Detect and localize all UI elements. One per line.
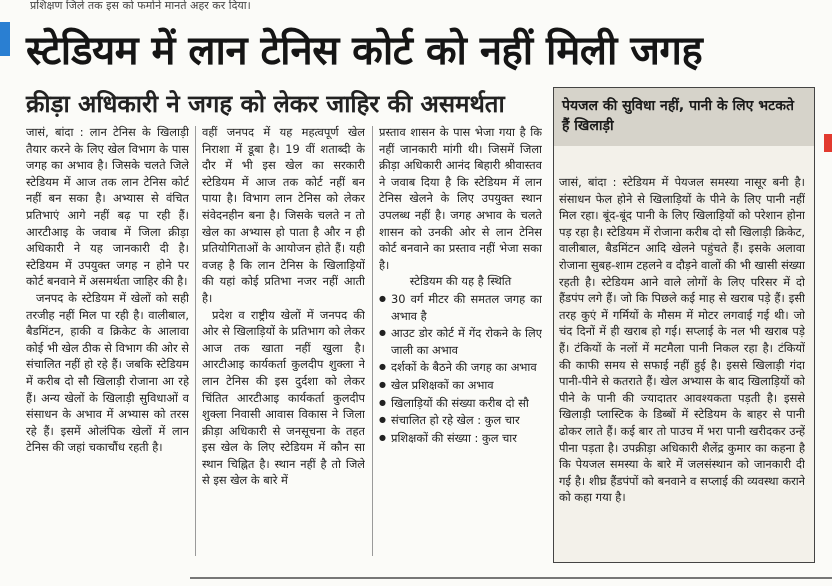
column-divider — [195, 126, 196, 556]
list-item: ● प्रशिक्षकों की संख्या : कुल चार — [379, 430, 542, 447]
paragraph: जासं, बांदा : लान टेनिस के खिलाड़ी तैयार करने के लिए खेल विभाग के पास जगह का अभाव है। जिसके चलते जिले स्टेडियम में आज तक लान टेनिस कोर्ट नहीं बन सका है। अभ्यास से वंचित प्रतिभाएं आगे नहीं बढ़ पा रही हैं। आरटीआइ के जवाब में जिला क्रीड़ा अधिकारी ने यह जानकारी दी है। स्टेडियम में उपयुक्त जगह न होने पर कोर्ट बनवाने में असमर्थता जाहिर की है। — [26, 125, 189, 289]
top-strip-label: प्रशिक्षण जिले तक इस को फर्माने मानते अहर कर दिया। — [30, 0, 251, 12]
list-item: ● खेल प्रशिक्षकों का अभाव — [379, 377, 542, 394]
top-strip-text — [0, 0, 832, 14]
list-item: ● दर्शकों के बैठने की जगह का अभाव — [379, 359, 542, 376]
sidebar-title: पेयजल की सुविधा नहीं, पानी के लिए भटकते हैं खिलाड़ी — [554, 88, 814, 146]
article-column-2 — [202, 124, 365, 562]
paragraph: वहीं जनपद में यह महत्वपूर्ण खेल निराशा में डूबा है। 19 वीं शताब्दी के दौर में भी इस खेल का सरकारी स्टेडियम में आज तक कोर्ट नहीं बन पाया है। विभाग लान टेनिस को लेकर संवेदनहीन बना है। जिसके चलते न तो खेल का अभ्यास हो पाता है और न ही प्रतियोगिताओं के आयोजन होते हैं। यही वजह है कि लान टेनिस के खिलाड़ियों की यहां कोई प्रतिभा नजर नहीं आती है। — [202, 125, 365, 305]
list-item: ● संचालित हो रहे खेल : कुल चार — [379, 412, 542, 429]
headline: स्टेडियम में लान टेनिस कोर्ट को नहीं मिली जगह — [26, 28, 703, 74]
bottom-rule — [190, 577, 832, 579]
list-item: ● 30 वर्ग मीटर की समतल जगह का अभाव है — [379, 291, 542, 324]
list-item: ● खिलाड़ियों की संख्या करीब दो सौ — [379, 395, 542, 412]
status-subhead: स्टेडियम की यह है स्थिति — [409, 274, 512, 289]
sidebar-box — [553, 87, 815, 563]
paragraph: प्रस्ताव शासन के पास भेजा गया है कि नहीं जानकारी मांगी थी। जिसमें जिला क्रीड़ा अधिकारी आनंद बिहारी श्रीवास्तव ने जवाब दिया है कि स्टेडियम में लान टेनिस खेलने के लिए उपयुक्त स्थान उपलब्ध नहीं है। जगह अभाव के चलते शासन को उनकी ओर से लान टेनिस कोर्ट बनवाने का प्रस्ताव नहीं भेजा सका है। — [379, 125, 542, 272]
status-list — [379, 291, 542, 446]
section-color-bar — [0, 22, 10, 56]
column-divider — [372, 126, 373, 556]
subheadline: क्रीड़ा अधिकारी ने जगह को लेकर जाहिर की असमर्थता — [26, 90, 505, 118]
paragraph: प्रदेश व राष्ट्रीय खेलों में जनपद की ओर से खिलाड़ियों के प्रतिभाग को लेकर आज तक खाता नहीं खुला है। आरटीआइ कार्यकर्ता कुलदीप शुक्ला ने लान टेनिस की इस दुर्दशा को लेकर चिंतित आरटीआइ कार्यकर्ता कुलदीप शुक्ला निवासी आवास विकास ने जिला क्रीड़ा अधिकारी से जनसूचना के तहत इस खेल के लिए स्टेडियम में कौन सा स्थान चिह्नित है। स्थान नहीं है तो जिले से इस खेल के बारे में — [202, 307, 365, 488]
article-column-1 — [26, 124, 189, 562]
article-column-3 — [379, 124, 542, 562]
adjacent-column-edge — [822, 0, 832, 586]
paragraph: जनपद के स्टेडियम में खेलों को सही तरजीह नहीं मिल पा रही है। वालीबाल, बैडमिंटन, हाकी व क्रिकेट के आलावा कोई भी खेल ठीक से विभाग की ओर से संचालित नहीं हो रहे हैं। जबकि स्टेडियम में करीब दो सौ खिलाड़ी रोजाना आ रहे हैं। अन्य खेलों के खिलाड़ी सुविधाओं व संसाधन के अभाव में अभ्यास को तरस रहे हैं। इसमें ओलंपिक खेलों में लान टेनिस की जहां चकाचौंध रहती है। — [26, 290, 189, 455]
sidebar-body: जासं, बांदा : स्टेडियम में पेयजल समस्या नासूर बनी है। संसाधन फेल होने से खिलाड़ियों के पीने के लिए पानी नहीं मिल रहा। बूंद-बूंद पानी के लिए खिलाड़ियों को परेशान होना पड़ रहा है। स्टेडियम में रोजाना करीब दो सौ खिलाड़ी क्रिकेट, वालीबाल, बैडमिंटन आदि खेलने पहुंचते हैं। इसके अलावा रोजाना सुबह-शाम टहलने व दौड़ने वालों की भी खासी संख्या रहती है। स्टेडियम आने वाले लोगों के लिए परिसर में दो हैंडपंप लगे हैं। जो कि पिछले कई माह से खराब पड़े हैं। इसी तरह कुएं में गर्मियों के मौसम में मोटर लगवाई गई थी। जो चंद दिनों में ही खराब हो गई। सप्लाई के नल भी खराब पड़े हैं। टंकियों के नलों में मटमैला पानी निकल रहा है। टंकियों की काफी समय से सफाई नहीं हुई है। इससे खिलाड़ी गंदा पानी-पीने से कतराते हैं। खेल अभ्यास के बाद खिलाड़ियों को पीने के पानी की ज्यादातर आवश्यकता पड़ती है। इससे खिलाड़ी प्लास्टिक के डिब्बों में स्टेडियम के बाहर से पानी ढोकर लाते हैं। कई बार तो पाउच में भरा पानी खरीदकर उन्हें पीना पड़ता है। उपक्रीड़ा अधिकारी शैलेंद्र कुमार का कहना है कि पेयजल समस्या के बारे में जलसंस्थान को जानकारी दी गई है। शीघ्र हैंडपंपों को बनवाने व सप्लाई की व्यवस्था कराने को कहा गया है। — [559, 175, 805, 505]
list-item: ● आउट डोर कोर्ट में गेंद रोकने के लिए जाली का अभाव — [379, 325, 542, 358]
adjacent-section-marker — [824, 134, 832, 152]
